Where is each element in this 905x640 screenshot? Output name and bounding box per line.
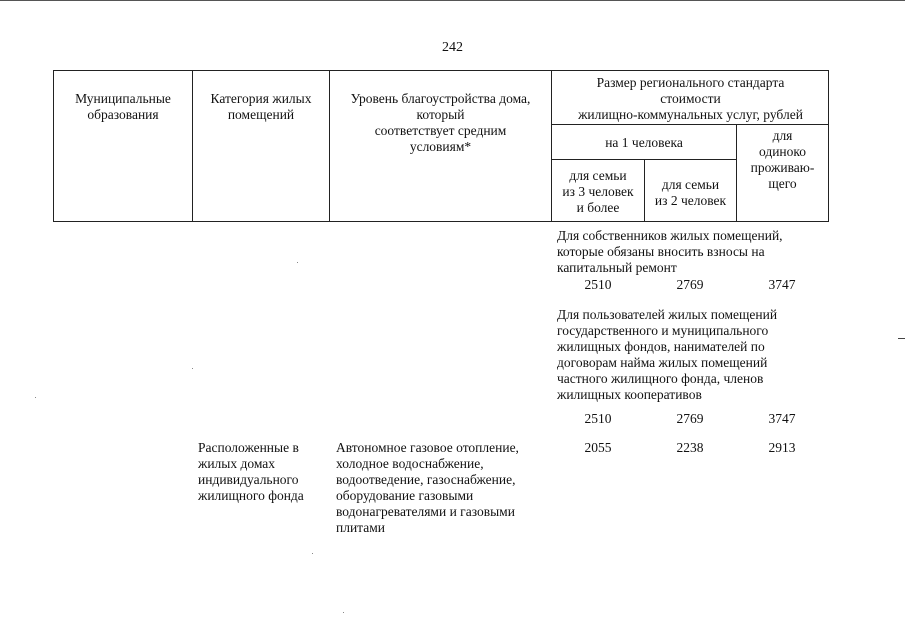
- scan-speck: [35, 397, 36, 398]
- header-family-3: для семьи из 3 человек и более: [562, 168, 634, 215]
- header-category: Категория жилых помещений: [210, 91, 312, 122]
- header-level: Уровень благоустройства дома, который соответствует средним условиям*: [350, 91, 531, 154]
- section-owners-caption: Для собственников жилых помещений, которые обязаны вносить взносы на капитальный ремонт: [557, 228, 783, 275]
- individual-value-single: 2913: [768, 440, 796, 455]
- owners-value-family3: 2510: [584, 277, 612, 292]
- owners-value-family2: 2769: [676, 277, 704, 292]
- top-rule: [0, 0, 905, 1]
- scan-speck: [192, 368, 193, 369]
- header-municipalities: Муниципальные образования: [75, 91, 171, 122]
- row-individual-category: Расположенные в жилых домах индивидуального жилищного фонда: [198, 440, 304, 503]
- users-value-single: 3747: [768, 411, 796, 426]
- users-value-family3: 2510: [584, 411, 612, 426]
- users-value-family2: 2769: [676, 411, 704, 426]
- individual-value-family3: 2055: [584, 440, 612, 455]
- header-single: для одиноко проживаю- щего: [750, 128, 815, 191]
- individual-value-family2: 2238: [676, 440, 704, 455]
- section-users-caption: Для пользователей жилых помещений государственного и муниципального жилищных фондов, нанимателей по договорам найма жилых помещений частного жилищного фонда, членов жилищных кооперативов: [557, 307, 778, 402]
- scan-speck: [343, 612, 344, 613]
- scan-speck: [297, 262, 298, 263]
- header-family-2: для семьи из 2 человек: [654, 177, 727, 208]
- scan-speck: [312, 553, 313, 554]
- owners-value-single: 3747: [768, 277, 796, 292]
- header-standard-size: Размер регионального стандарта стоимости жилищно-коммунальных услуг, рублей: [578, 75, 803, 122]
- margin-mark: [898, 338, 905, 339]
- header-per-person: на 1 человека: [605, 135, 683, 150]
- row-individual-level: Автономное газовое отопление, холодное водоснабжение, водоотведение, газоснабжение, оборудование газовыми водонагревателями и газовыми плитами: [336, 440, 519, 535]
- page-number: 242: [442, 40, 463, 55]
